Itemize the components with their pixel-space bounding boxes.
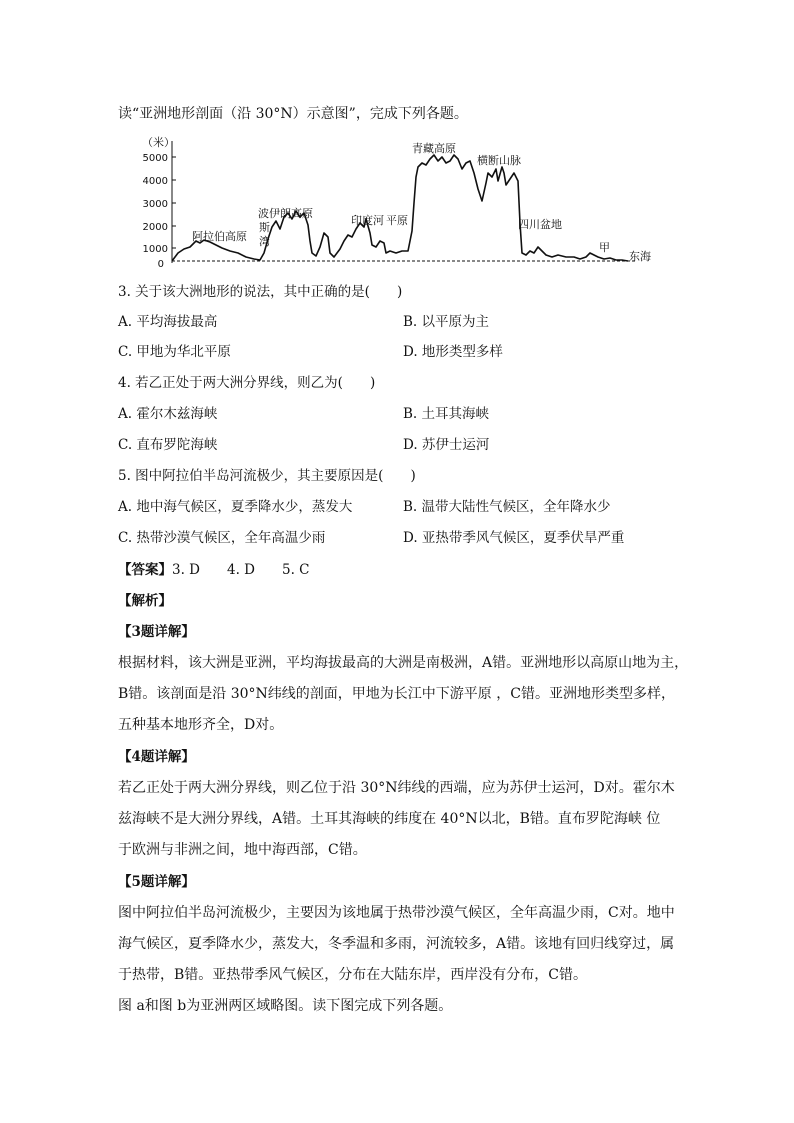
q5-option-d: D. 亚热带季风气候区，夏季伏旱严重 [403,530,625,546]
q4-option-a: A. 霍尔木兹海峡 [118,406,218,422]
analysis-label: 【解析】 [118,593,172,609]
detail-3-line: 五种基本地形齐全，D对。 [118,717,284,733]
q3-option-a: A. 平均海拔最高 [118,314,218,330]
y-tick: 4000 [142,176,168,187]
tibet-plateau-label: 青藏高原 [412,142,456,155]
point-jia-label: 甲 [599,241,610,254]
y-tick: 3000 [142,199,168,210]
q5-option-a: A. 地中海气候区，夏季降水少，蒸发大 [118,499,353,515]
y-tick: 0 [157,259,164,270]
answer-line [118,560,310,580]
q5-option-c: C. 热带沙漠气候区，全年高温少雨 [118,530,326,546]
plain-label: 平原 [386,214,408,227]
q4-option-d: D. 苏伊士运河 [403,437,490,453]
detail-4-line: 若乙正处于两大洲分界线，则乙位于沿 30°N纬线的西端，应为苏伊士运河，D对。霍尔木 [118,780,675,796]
terrain-profile-line [172,155,628,261]
detail-3-line: B错。该剖面是沿 30°N纬线的剖面，甲地为长江中下游平原 ，C错。亚洲地形类型多样， [118,686,675,702]
detail-4-line: 兹海峡不是大洲分界线，A错。土耳其海峡的纬度在 40°N以北，B错。直布罗陀海峡 位 [118,811,661,827]
intro-text: 读“亚洲地形剖面（沿 30°N）示意图”，完成下列各题。 [118,106,468,122]
detail-3-line: 根据材料，该大洲是亚洲，平均海拔最高的大洲是南极洲，A错。亚洲地形以高原山地为主， [118,655,689,671]
detail-4-title: 【4题详解】 [118,749,195,765]
q5-option-b: B. 温带大陆性气候区，全年降水少 [403,499,611,515]
q3-option-d: D. 地形类型多样 [403,344,503,360]
y-tick: 1000 [142,244,168,255]
q3-stem: 3. 关于该大洲地形的说法，其中正确的是( ) [118,284,403,300]
answer-text: 3. D 4. D 5. C [172,562,310,578]
detail-4-line: 于欧洲与非洲之间，地中海西部，C错。 [118,842,367,858]
q4-option-b: B. 土耳其海峡 [403,406,490,422]
q4-stem: 4. 若乙正处于两大洲分界线，则乙为( ) [118,375,376,391]
detail-5-title: 【5题详解】 [118,874,195,890]
detail-5-line: 海气候区，夏季降水少，蒸发大，冬季温和多雨，河流较多，A错。该地有回归线穿过，属 [118,936,675,952]
detail-5-line: 图中阿拉伯半岛河流极少，主要因为该地属于热带沙漠气候区，全年高温少雨，C对。地中 [118,905,675,921]
y-axis [172,141,176,263]
next-section-intro: 图 a和图 b为亚洲两区域略图。读下图完成下列各题。 [118,998,453,1014]
persian-gulf-label-2: 斯 [259,221,270,234]
hengduan-mountains-label: 横断山脉 [477,154,521,167]
y-tick: 2000 [142,222,168,233]
persian-gulf-label-3: 湾 [259,235,270,248]
east-china-sea-label: 东海 [629,250,651,263]
q4-option-c: C. 直布罗陀海峡 [118,437,218,453]
q5-stem: 5. 图中阿拉伯半岛河流极少，其主要原因是( ) [118,468,416,484]
persian-gulf-label-1: 波伊朗高原 [258,207,313,220]
asia-terrain-profile-figure [140,133,660,273]
detail-5-line: 于热带，B错。亚热带季风气候区，分布在大陆东岸，西岸没有分布，C错。 [118,967,587,983]
arabia-plateau-label: 阿拉伯高原 [192,230,247,243]
sichuan-basin-label: 四川盆地 [518,218,562,231]
detail-3-title: 【3题详解】 [118,624,195,640]
q3-option-b: B. 以平原为主 [403,314,490,330]
answer-label: 【答案】 [118,562,172,578]
q3-option-c: C. 甲地为华北平原 [118,344,231,360]
y-tick: 5000 [142,153,168,164]
y-unit-label: （米） [142,136,175,149]
indus-river-label: 印度河 [351,214,384,227]
